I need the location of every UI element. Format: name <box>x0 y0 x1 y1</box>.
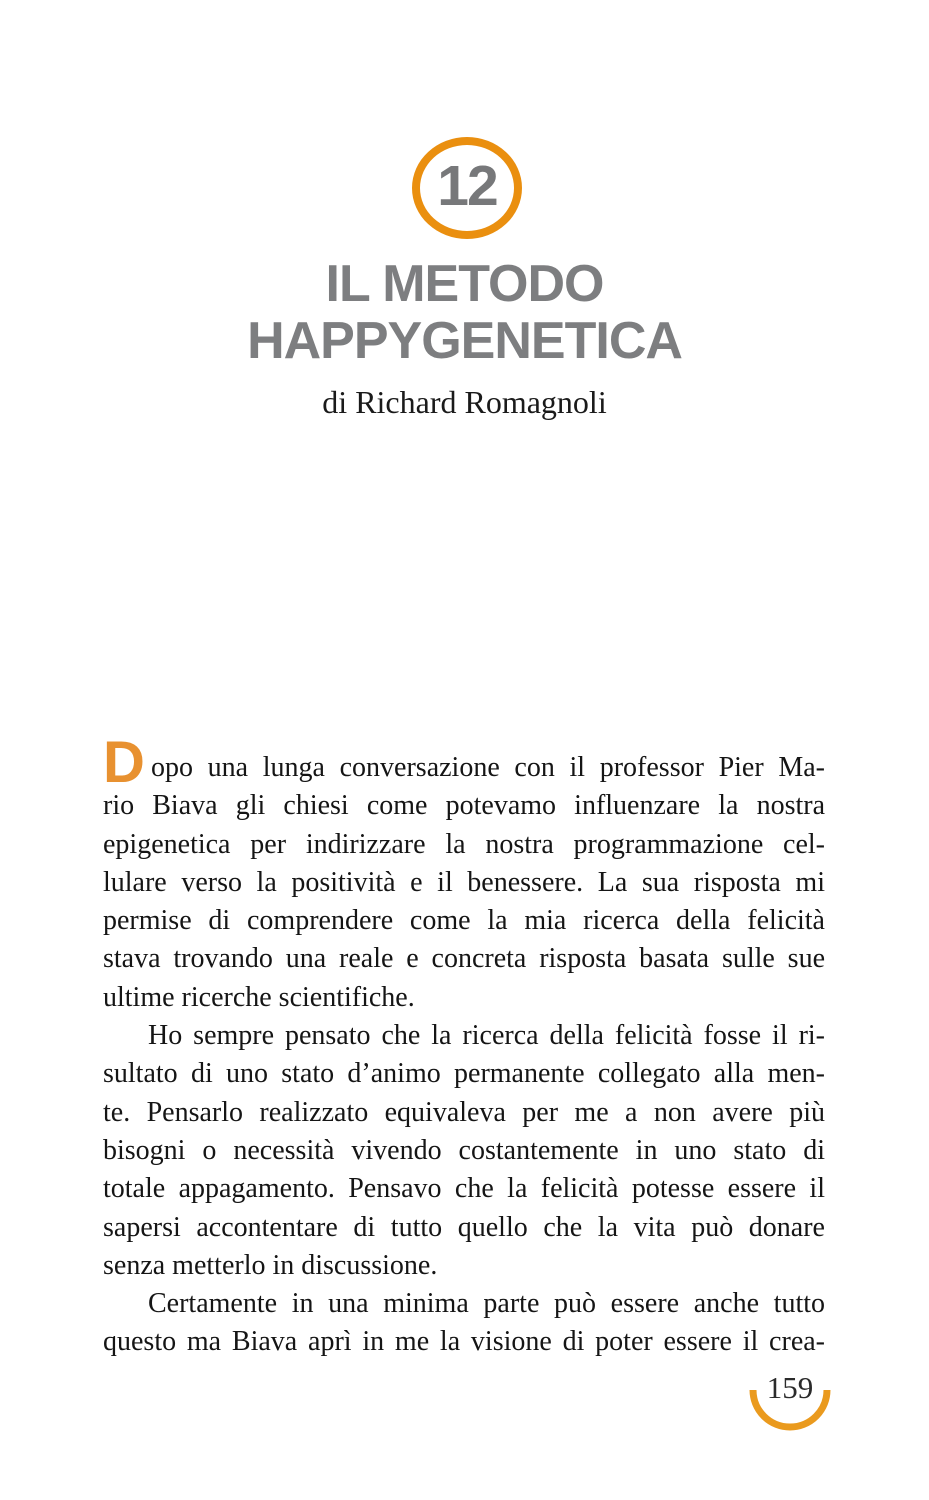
chapter-title-line-1: IL METODO <box>325 255 604 313</box>
body-text <box>103 730 825 1362</box>
text-line: questo ma Biava aprì in me la visione di poter essere il crea- <box>103 1326 825 1358</box>
text-line: totale appagamento. Pensavo che la felicità potesse essere il <box>103 1173 825 1205</box>
text-line: Ho sempre pensato che la ricerca della felicità fosse il ri- <box>148 1020 825 1052</box>
text-line: epigenetica per indirizzare la nostra programmazione cel- <box>103 828 825 860</box>
text-line: lulare verso la positività e il benessere. La sua risposta mi <box>103 866 825 898</box>
page-number: 159 <box>766 1370 814 1405</box>
page-number-block <box>748 1371 832 1451</box>
text-line: rio Biava gli chiesi come potevamo influenzare la nostra <box>103 790 825 822</box>
chapter-number-badge <box>412 137 522 239</box>
chapter-number: 12 <box>437 154 497 218</box>
chapter-title-line-2: HAPPYGENETICA <box>247 312 682 370</box>
drop-cap: D <box>103 730 145 795</box>
paragraph-2 <box>103 1017 825 1285</box>
text-line: sultato di uno stato d’animo permanente collegato alla men- <box>103 1058 825 1090</box>
paragraph-3 <box>103 1285 825 1362</box>
text-line: Certamente in una minima parte può essere anche tutto <box>148 1288 825 1320</box>
text-line: permise di comprendere come la mia ricerca della felicità <box>103 905 825 937</box>
text-line: te. Pensarlo realizzato equivaleva per me a non avere più <box>103 1096 825 1128</box>
byline: di Richard Romagnoli <box>322 384 607 420</box>
text-line: bisogni o necessità vivendo costantemente in uno stato di <box>103 1134 825 1166</box>
text-line: sapersi accontentare di tutto quello che la vita può donare <box>103 1211 825 1243</box>
text-line: stava trovando una reale e concreta risposta basata sulle sue <box>103 943 825 975</box>
paragraph-1 <box>103 730 825 1017</box>
text-line: senza metterlo in discussione. <box>103 1249 438 1281</box>
text-line: opo una lunga conversazione con il professor Pier Ma- <box>151 752 825 783</box>
text-line: ultime ricerche scientifiche. <box>103 981 415 1013</box>
chapter-title <box>0 256 929 370</box>
